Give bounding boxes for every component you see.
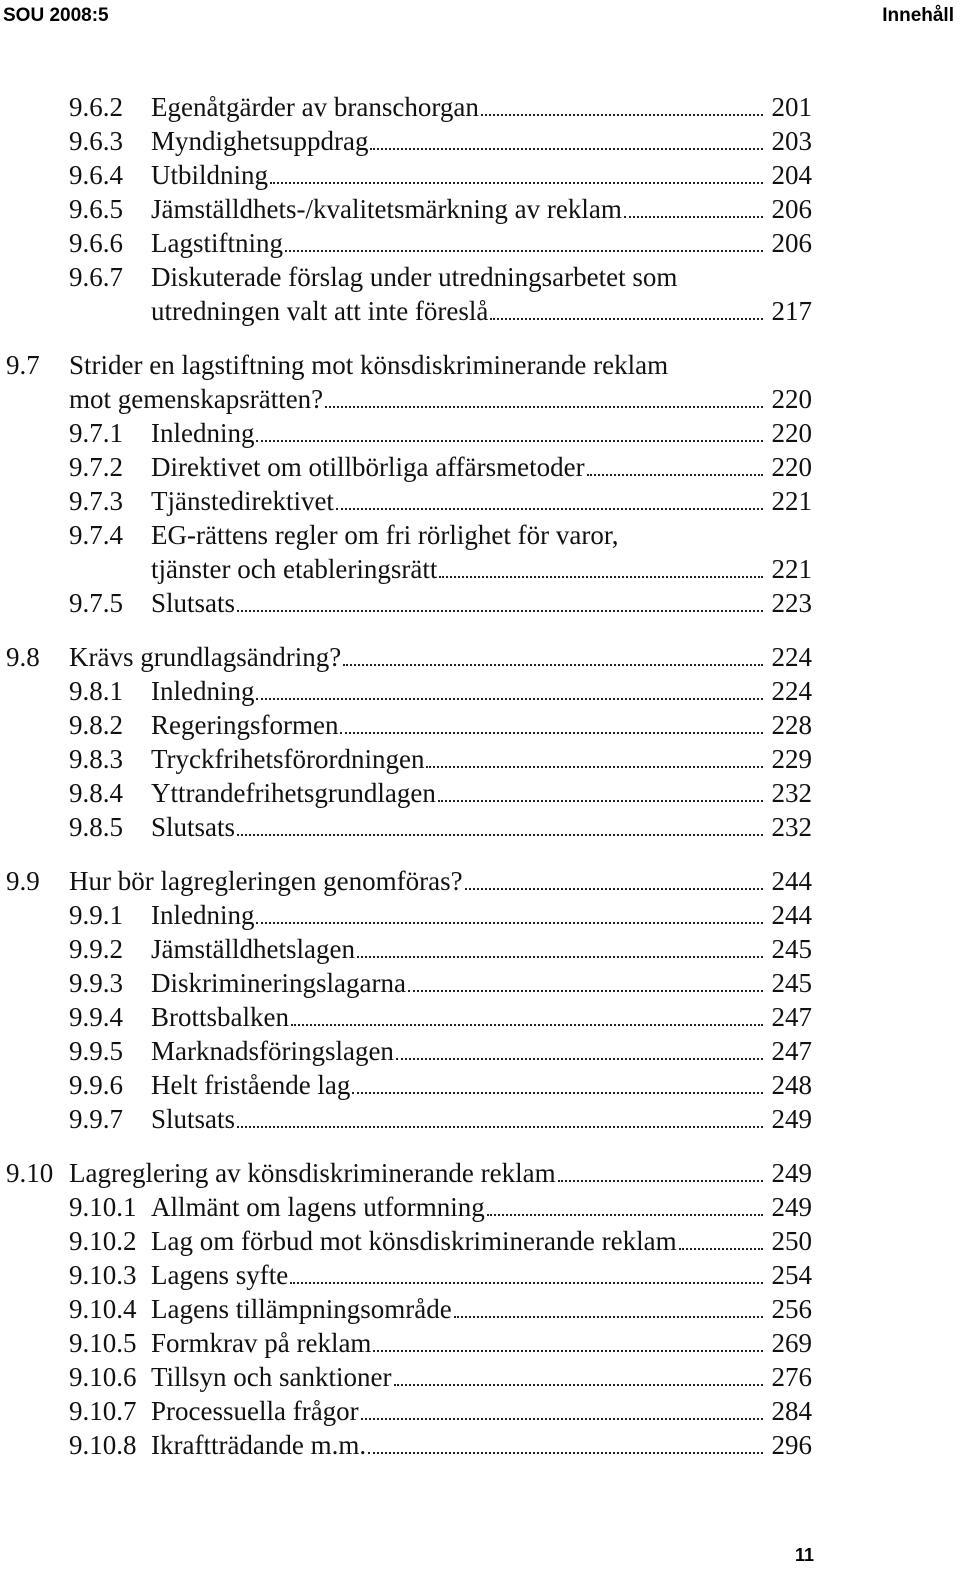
toc-entry-title-text: Slutsats bbox=[151, 1104, 236, 1134]
toc-entry-title bbox=[151, 1326, 766, 1360]
toc-entry-title bbox=[151, 124, 766, 158]
toc-entry-number: 9.10 bbox=[6, 1158, 54, 1188]
toc-entry bbox=[0, 348, 960, 382]
toc-entry-number: 9.10.4 bbox=[69, 1294, 137, 1324]
toc-entry bbox=[0, 90, 960, 124]
toc-entry-title bbox=[151, 552, 766, 586]
running-header-right: Innehåll bbox=[882, 5, 954, 26]
toc-entry-number: 9.9.5 bbox=[69, 1036, 123, 1066]
toc-entry-page: 247 bbox=[771, 1036, 812, 1066]
toc-entry-title-text: Myndighetsuppdrag bbox=[151, 126, 369, 156]
toc-entry-page: 256 bbox=[771, 1294, 812, 1324]
toc-entry-page: 228 bbox=[771, 710, 812, 740]
toc-entry-page: 232 bbox=[771, 812, 812, 842]
toc-entry-title-text: Marknadsföringslagen bbox=[151, 1036, 394, 1066]
toc-entry-number: 9.9.2 bbox=[69, 934, 123, 964]
toc-entry-page: 250 bbox=[771, 1226, 812, 1256]
toc-entry-number: 9.6.7 bbox=[69, 262, 123, 292]
toc-entry bbox=[0, 1258, 960, 1292]
toc-entry-title bbox=[151, 226, 766, 260]
toc-entry-page: 224 bbox=[771, 676, 812, 706]
toc-entry-number: 9.9.1 bbox=[69, 900, 123, 930]
toc-entry bbox=[0, 932, 960, 966]
toc-entry-title bbox=[151, 776, 766, 810]
toc-entry-number: 9.7.1 bbox=[69, 418, 123, 448]
toc-entry-title bbox=[151, 416, 766, 450]
toc-entry-title-text: Tjänstedirektivet bbox=[151, 486, 334, 516]
toc-entry-page: 221 bbox=[771, 554, 812, 584]
toc-entry-title bbox=[69, 382, 766, 416]
toc-entry-title-text: Slutsats bbox=[151, 588, 236, 618]
toc-entry-title-text: Hur bör lagregleringen genomföras? bbox=[69, 866, 463, 896]
toc-entry-page: 284 bbox=[771, 1396, 812, 1426]
toc-entry-title bbox=[151, 1102, 766, 1136]
toc-entry-title bbox=[151, 90, 766, 124]
toc-entry-title-text: Lag om förbud mot könsdiskriminerande reklam bbox=[151, 1226, 677, 1256]
toc-entry-number: 9.6.3 bbox=[69, 126, 123, 156]
toc-entry-title-text: Strider en lagstiftning mot könsdiskriminerande reklam bbox=[69, 350, 669, 380]
toc-entry bbox=[0, 416, 960, 450]
toc-entry-page: 248 bbox=[771, 1070, 812, 1100]
toc-entry-title bbox=[151, 742, 766, 776]
toc-entry bbox=[0, 260, 960, 294]
toc-entry-title-text: tjänster och etableringsrätt bbox=[151, 554, 438, 584]
toc-entry-page: 232 bbox=[771, 778, 812, 808]
toc-entry-title bbox=[151, 586, 766, 620]
toc-entry bbox=[0, 124, 960, 158]
toc-entry-number: 9.7.3 bbox=[69, 486, 123, 516]
toc-entry-page: 245 bbox=[771, 934, 812, 964]
toc-entry-title-text: Allmänt om lagens utformning bbox=[151, 1192, 485, 1222]
toc-entry bbox=[0, 1326, 960, 1360]
toc-entry-page: 254 bbox=[771, 1260, 812, 1290]
toc-entry-title-text: Inledning bbox=[151, 418, 255, 448]
toc-entry-number: 9.8.5 bbox=[69, 812, 123, 842]
toc-entry-number: 9.9.7 bbox=[69, 1104, 123, 1134]
toc-entry-title bbox=[151, 158, 766, 192]
toc-entry-title bbox=[151, 1360, 766, 1394]
toc-entry-page: 204 bbox=[771, 160, 812, 190]
toc-entry-title bbox=[151, 484, 766, 518]
toc-entry-title-text: Lagens syfte bbox=[151, 1260, 289, 1290]
toc-entry-page: 217 bbox=[771, 296, 812, 326]
toc-entry bbox=[0, 1156, 960, 1190]
toc-entry-title-text: Utbildning bbox=[151, 160, 269, 190]
toc-entry-title-text: utredningen valt att inte föreslå bbox=[151, 296, 489, 326]
toc-entry bbox=[0, 1190, 960, 1224]
toc-entry bbox=[0, 810, 960, 844]
toc-entry-title-text: Inledning bbox=[151, 900, 255, 930]
toc-entry-title-text: Tryckfrihetsförordningen bbox=[151, 744, 425, 774]
toc-entry-title-text: Regeringsformen bbox=[151, 710, 339, 740]
toc-entry-title bbox=[151, 450, 766, 484]
toc-entry-title bbox=[151, 260, 677, 294]
toc-entry-title bbox=[69, 864, 766, 898]
toc-entry-number: 9.7.5 bbox=[69, 588, 123, 618]
toc-entry-title bbox=[151, 932, 766, 966]
toc-entry bbox=[0, 898, 960, 932]
toc-entry-title bbox=[151, 810, 766, 844]
toc-entry-number: 9.8 bbox=[6, 642, 40, 672]
toc-entry-title-text: Lagens tillämpningsområde bbox=[151, 1294, 452, 1324]
toc-entry-title bbox=[151, 708, 766, 742]
toc-entry-page: 206 bbox=[771, 194, 812, 224]
toc-entry bbox=[0, 294, 960, 328]
toc-entry-number: 9.8.3 bbox=[69, 744, 123, 774]
toc-entry-number: 9.9.3 bbox=[69, 968, 123, 998]
toc-entry-title bbox=[151, 1034, 766, 1068]
toc-entry-page: 201 bbox=[771, 92, 812, 122]
toc-entry bbox=[0, 586, 960, 620]
toc-entry-title-text: Tillsyn och sanktioner bbox=[151, 1362, 392, 1392]
toc-entry-page: 203 bbox=[771, 126, 812, 156]
toc-entry-page: 220 bbox=[771, 452, 812, 482]
toc-entry-title bbox=[151, 1394, 766, 1428]
toc-entry-title-text: Diskrimineringslagarna bbox=[151, 968, 406, 998]
toc-entry-title-text: Yttrandefrihetsgrundlagen bbox=[151, 778, 436, 808]
toc-entry bbox=[0, 776, 960, 810]
toc-entry-number: 9.7 bbox=[6, 350, 40, 380]
toc-entry-number: 9.10.7 bbox=[69, 1396, 137, 1426]
toc-entry-page: 224 bbox=[771, 642, 812, 672]
toc-entry-title-text: Lagstiftning bbox=[151, 228, 283, 258]
toc-entry-title-text: Egenåtgärder av branschorgan bbox=[151, 92, 479, 122]
toc-entry bbox=[0, 192, 960, 226]
toc-entry-title bbox=[151, 674, 766, 708]
toc-entry-page: 220 bbox=[771, 418, 812, 448]
toc-entry-number: 9.6.5 bbox=[69, 194, 123, 224]
toc-entry-page: 244 bbox=[771, 866, 812, 896]
toc-entry-number: 9.10.8 bbox=[69, 1430, 137, 1460]
toc-entry-title bbox=[151, 1000, 766, 1034]
toc-entry-title-text: Helt fristående lag bbox=[151, 1070, 351, 1100]
toc-entry-page: 249 bbox=[771, 1158, 812, 1188]
toc-entry-number: 9.9 bbox=[6, 866, 40, 896]
toc-entry-title bbox=[69, 1156, 766, 1190]
toc-entry-page: 249 bbox=[771, 1104, 812, 1134]
toc-entry-title bbox=[151, 1224, 766, 1258]
toc-entry bbox=[0, 640, 960, 674]
toc-entry-page: 244 bbox=[771, 900, 812, 930]
toc-entry-title-text: Processuella frågor bbox=[151, 1396, 359, 1426]
toc-entry-title bbox=[151, 1190, 766, 1224]
toc-entry bbox=[0, 708, 960, 742]
toc-entry-title bbox=[151, 1068, 766, 1102]
toc-entry-title-text: Brottsbalken bbox=[151, 1002, 289, 1032]
toc-entry-title bbox=[151, 1258, 766, 1292]
toc-entry bbox=[0, 484, 960, 518]
toc-entry-title-text: Formkrav på reklam bbox=[151, 1328, 372, 1358]
toc-entry-page: 221 bbox=[771, 486, 812, 516]
running-header-left: SOU 2008:5 bbox=[3, 5, 109, 26]
toc-entry-page: 247 bbox=[771, 1002, 812, 1032]
toc-entry-number: 9.10.1 bbox=[69, 1192, 137, 1222]
toc-entry bbox=[0, 1292, 960, 1326]
toc-entry-page: 276 bbox=[771, 1362, 812, 1392]
toc-entry-title bbox=[69, 348, 668, 382]
toc-entry-number: 9.9.4 bbox=[69, 1002, 123, 1032]
toc-entry-title bbox=[151, 966, 766, 1000]
toc-entry-title-text: Direktivet om otillbörliga affärsmetoder bbox=[151, 452, 585, 482]
toc-entry-title-text: Diskuterade förslag under utredningsarbetet som bbox=[151, 262, 678, 292]
toc-entry-title-text: mot gemenskapsrätten? bbox=[69, 384, 324, 414]
toc-entry-number: 9.10.2 bbox=[69, 1226, 137, 1256]
toc-entry-title-text: Jämställdhetslagen bbox=[151, 934, 355, 964]
toc-entry-number: 9.6.4 bbox=[69, 160, 123, 190]
toc-entry bbox=[0, 1068, 960, 1102]
toc-entry-page: 206 bbox=[771, 228, 812, 258]
toc-entry-title-text: Jämställdhets-/kvalitetsmärkning av reklam bbox=[151, 194, 622, 224]
toc-entry-title-text: Lagreglering av könsdiskriminerande reklam bbox=[69, 1158, 556, 1188]
toc-entry-title bbox=[151, 898, 766, 932]
toc-entry bbox=[0, 966, 960, 1000]
toc-entry bbox=[0, 450, 960, 484]
toc-entry-number: 9.6.6 bbox=[69, 228, 123, 258]
toc-entry bbox=[0, 864, 960, 898]
toc-entry bbox=[0, 1428, 960, 1462]
toc-entry-title-text: Krävs grundlagsändring? bbox=[69, 642, 342, 672]
toc-entry-title bbox=[151, 294, 766, 328]
toc-entry-number: 9.8.2 bbox=[69, 710, 123, 740]
toc-entry bbox=[0, 1360, 960, 1394]
toc-entry bbox=[0, 518, 960, 552]
toc-entry-page: 220 bbox=[771, 384, 812, 414]
toc-entry-title-text: Ikraftträdande m.m. bbox=[151, 1430, 367, 1460]
toc-entry bbox=[0, 382, 960, 416]
toc-entry-number: 9.10.6 bbox=[69, 1362, 137, 1392]
toc-entry-page: 269 bbox=[771, 1328, 812, 1358]
toc-entry bbox=[0, 1394, 960, 1428]
toc-entry-page: 296 bbox=[771, 1430, 812, 1460]
toc-entry-number: 9.9.6 bbox=[69, 1070, 123, 1100]
toc-entry-number: 9.10.5 bbox=[69, 1328, 137, 1358]
toc-entry-title bbox=[151, 518, 618, 552]
toc-entry-title-text: EG-rättens regler om fri rörlighet för varor, bbox=[151, 520, 619, 550]
toc-entry-page: 249 bbox=[771, 1192, 812, 1222]
toc-entry bbox=[0, 226, 960, 260]
toc-entry-title bbox=[151, 1428, 766, 1462]
page-number: 11 bbox=[794, 1545, 814, 1565]
toc-entry bbox=[0, 552, 960, 586]
toc-entry-number: 9.7.2 bbox=[69, 452, 123, 482]
toc-entry-number: 9.7.4 bbox=[69, 520, 123, 550]
toc-entry-title-text: Slutsats bbox=[151, 812, 236, 842]
toc-entry-page: 223 bbox=[771, 588, 812, 618]
toc-entry bbox=[0, 1224, 960, 1258]
toc-entry bbox=[0, 1102, 960, 1136]
toc-entry-number: 9.8.4 bbox=[69, 778, 123, 808]
toc-entry-title bbox=[151, 192, 766, 226]
toc-entry-number: 9.8.1 bbox=[69, 676, 123, 706]
toc-entry bbox=[0, 1000, 960, 1034]
toc-entry bbox=[0, 742, 960, 776]
toc-entry-title bbox=[69, 640, 766, 674]
toc-entry bbox=[0, 674, 960, 708]
toc-entry-page: 229 bbox=[771, 744, 812, 774]
toc-entry-page: 245 bbox=[771, 968, 812, 998]
toc-entry bbox=[0, 1034, 960, 1068]
toc-entry bbox=[0, 158, 960, 192]
toc-entry-number: 9.10.3 bbox=[69, 1260, 137, 1290]
toc-entry-title bbox=[151, 1292, 766, 1326]
toc-entry-title-text: Inledning bbox=[151, 676, 255, 706]
toc-entry-number: 9.6.2 bbox=[69, 92, 123, 122]
